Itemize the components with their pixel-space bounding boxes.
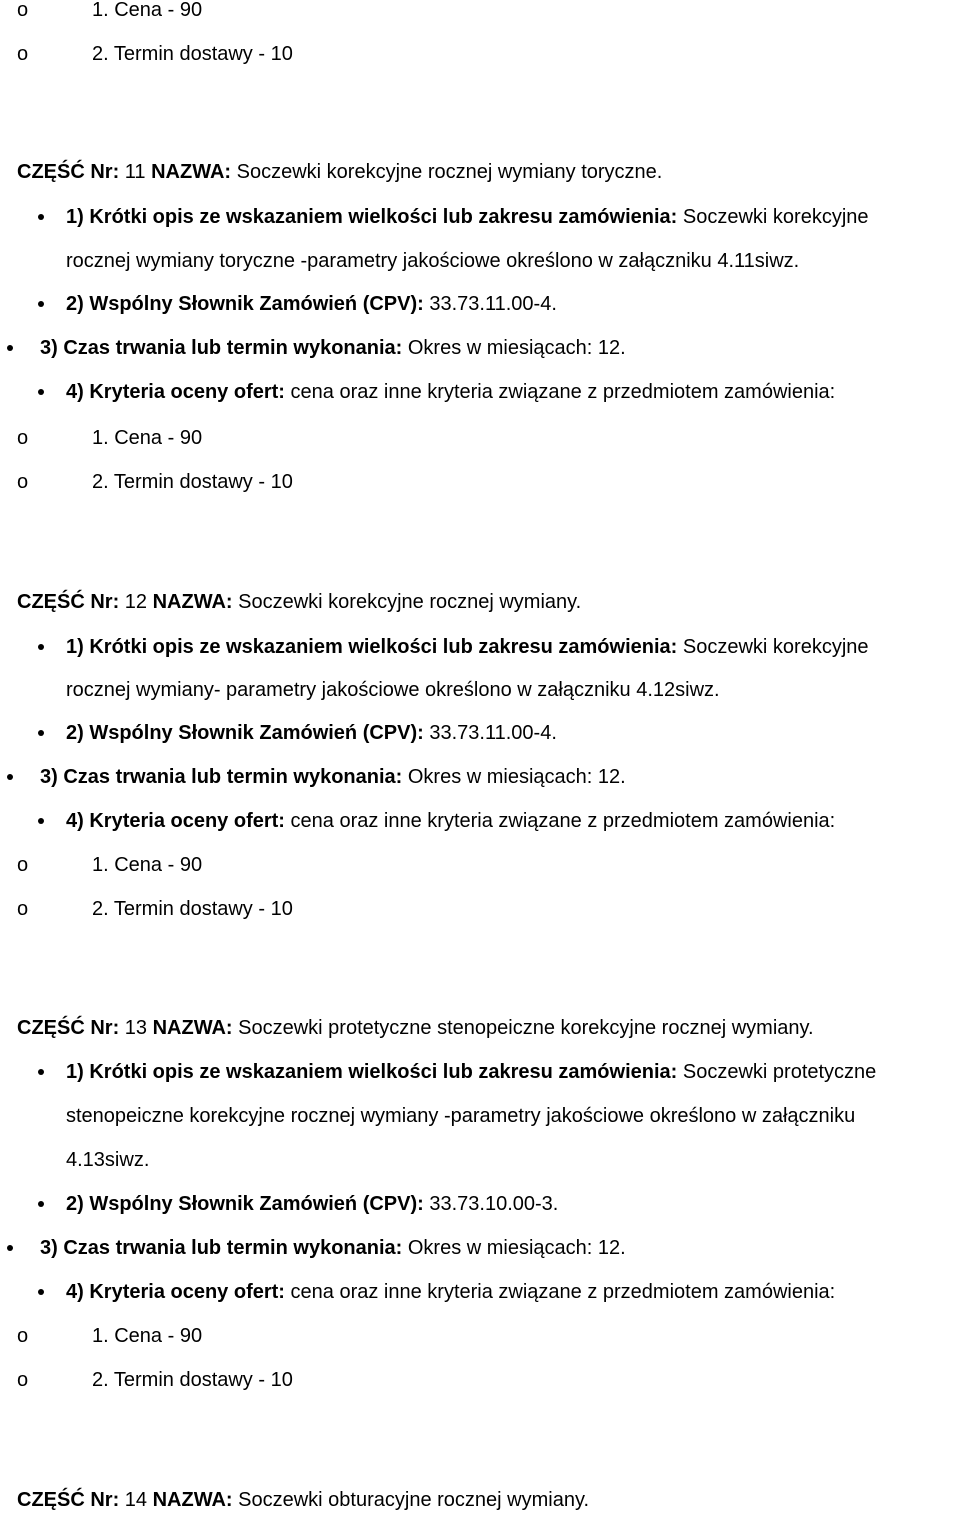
bullet-icon [38,1201,44,1207]
sub-item-text: 1. Cena - 90 [92,0,203,21]
time-item: 3) Czas trwania lub termin wykonania: Okres w miesiącach: 12. [40,337,626,359]
sub-item-text: 2. Termin dostawy - 10 [92,471,293,493]
cpv-item: 2) Wspólny Słownik Zamówień (CPV): 33.73.10.00-3. [66,1193,559,1215]
criteria-item: 4) Kryteria oceny ofert: cena oraz inne kryteria związane z przedmiotem zamówienia: [66,810,836,832]
circle-bullet-icon: o [17,471,29,493]
description-continuation: rocznej wymiany toryczne -parametry jakościowe określono w załączniku 4.11siwz. [66,250,800,272]
part-heading: CZĘŚĆ Nr: 14 NAZWA: Soczewki obturacyjne rocznej wymiany. [17,1489,590,1511]
cpv-item: 2) Wspólny Słownik Zamówień (CPV): 33.73.11.00-4. [66,293,557,315]
bullet-icon [38,389,44,395]
description-item: 1) Krótki opis ze wskazaniem wielkości lub zakresu zamówienia: Soczewki korekcyjne [66,636,869,658]
circle-bullet-icon: o [17,0,29,21]
description-continuation: stenopeiczne korekcyjne rocznej wymiany -parametry jakościowe określono w załączniku [66,1105,856,1127]
part-heading: CZĘŚĆ Nr: 12 NAZWA: Soczewki korekcyjne rocznej wymiany. [17,591,582,613]
circle-bullet-icon: o [17,898,29,920]
bullet-icon [38,818,44,824]
description-continuation: 4.13siwz. [66,1149,150,1171]
sub-item-text: 2. Termin dostawy - 10 [92,898,293,920]
part-heading: CZĘŚĆ Nr: 11 NAZWA: Soczewki korekcyjne rocznej wymiany toryczne. [17,161,663,183]
cpv-item: 2) Wspólny Słownik Zamówień (CPV): 33.73.11.00-4. [66,722,557,744]
sub-item-text: 2. Termin dostawy - 10 [92,1369,293,1391]
bullet-icon [7,1245,13,1251]
bullet-icon [38,730,44,736]
sub-item-text: 1. Cena - 90 [92,854,203,876]
sub-item-text: 1. Cena - 90 [92,1325,203,1347]
circle-bullet-icon: o [17,43,29,65]
bullet-icon [38,1289,44,1295]
criteria-item: 4) Kryteria oceny ofert: cena oraz inne kryteria związane z przedmiotem zamówienia: [66,1281,836,1303]
bullet-icon [7,774,13,780]
circle-bullet-icon: o [17,427,29,449]
sub-item-text: 2. Termin dostawy - 10 [92,43,293,65]
description-item: 1) Krótki opis ze wskazaniem wielkości lub zakresu zamówienia: Soczewki korekcyjne [66,206,869,228]
bullet-icon [38,214,44,220]
bullet-icon [7,345,13,351]
circle-bullet-icon: o [17,854,29,876]
bullet-icon [38,1069,44,1075]
description-continuation: rocznej wymiany- parametry jakościowe określono w załączniku 4.12siwz. [66,679,720,701]
description-item: 1) Krótki opis ze wskazaniem wielkości lub zakresu zamówienia: Soczewki protetyczne [66,1061,877,1083]
time-item: 3) Czas trwania lub termin wykonania: Okres w miesiącach: 12. [40,766,626,788]
criteria-item: 4) Kryteria oceny ofert: cena oraz inne kryteria związane z przedmiotem zamówienia: [66,381,836,403]
part-heading: CZĘŚĆ Nr: 13 NAZWA: Soczewki protetyczne stenopeiczne korekcyjne rocznej wymiany. [17,1017,814,1039]
bullet-icon [38,301,44,307]
bullet-icon [38,644,44,650]
circle-bullet-icon: o [17,1369,29,1391]
time-item: 3) Czas trwania lub termin wykonania: Okres w miesiącach: 12. [40,1237,626,1259]
circle-bullet-icon: o [17,1325,29,1347]
sub-item-text: 1. Cena - 90 [92,427,203,449]
